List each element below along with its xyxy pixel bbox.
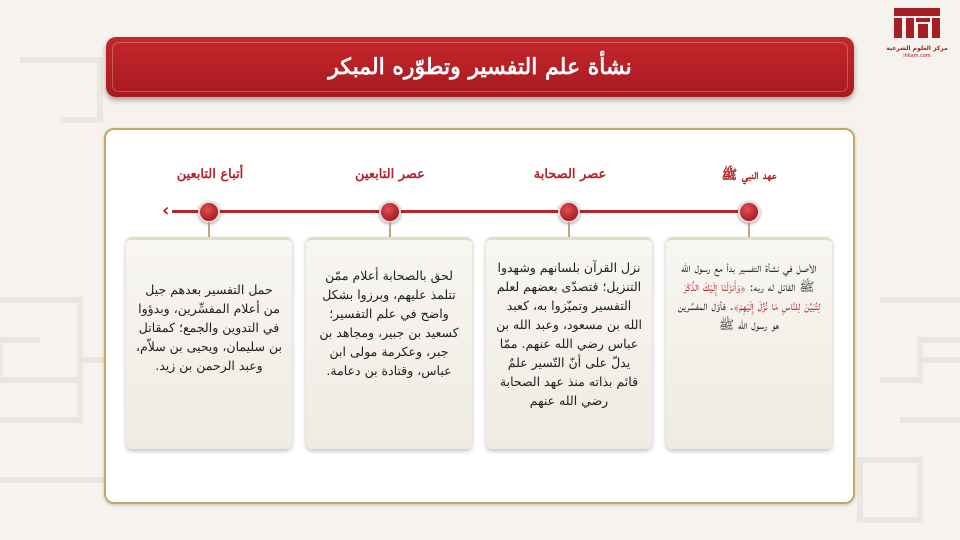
timeline-dot-successors bbox=[379, 201, 401, 223]
timeline-stem bbox=[208, 222, 210, 238]
card-text: . فأوّل المفسِّرين هو رسول الله ﷺ bbox=[677, 298, 780, 332]
logo-name: مركز العلوم الشرعية bbox=[886, 45, 948, 52]
card-text: لحق بالصحابة أعلام ممّن تتلمذ عليهم، وبرزوا بشكل واضح في علم التفسير؛ كسعيد بن جبير، ومجاهد بن جبر، وعكرمة مولى ابن عباس، وقتادة بن دعامة. bbox=[319, 268, 459, 378]
chevron-left-icon: ‹ bbox=[162, 200, 170, 221]
logo-mark-icon bbox=[892, 6, 942, 40]
brand-logo bbox=[884, 6, 950, 64]
title-banner bbox=[106, 37, 854, 97]
era-label-companions: عصر الصحابة bbox=[533, 167, 607, 182]
timeline-dot-prophet bbox=[738, 201, 760, 223]
era-label-followers-of-successors: أتباع التابعين bbox=[176, 167, 244, 182]
timeline-dot-companions bbox=[558, 201, 580, 223]
era-label-successors: عصر التابعين bbox=[355, 167, 425, 182]
timeline-stem bbox=[389, 222, 391, 238]
timeline-dot-followers-of-successors bbox=[198, 201, 220, 223]
era-card-companions bbox=[486, 237, 652, 449]
card-text: نزل القرآن بلسانهم وشهدوا التنزيل؛ فتصدّى بعضهم لعلم التفسير وتميّزوا به، كعبد الله بن مسعود، وعبد الله بن عباس رضي الله عنهم. ممّا يدلّ على أنّ التّسير علمٌ قائم بذاته منذ عهد الصحابة رضي الله عنهم bbox=[496, 260, 642, 408]
era-card-followers-of-successors bbox=[126, 237, 292, 449]
page-title: نشأة علم التفسير وتطوّره المبكر bbox=[328, 54, 632, 80]
logo-site: ihkam.com bbox=[903, 53, 931, 59]
timeline-line bbox=[172, 210, 750, 213]
era-card-prophet bbox=[666, 237, 832, 449]
timeline-stem bbox=[748, 222, 750, 238]
card-text: حمل التفسير بعدهم جيل من أعلام المفسِّرين، وبدؤوا في التدوين والجمع؛ كمقاتل بن سليمان، ويحيى بن سلاّم، وعبد الرحمن بن زيد. bbox=[136, 282, 282, 373]
card-text: الأصل في نشأة التفسير بدأ مع رسول الله ﷺ القائل له ربه: bbox=[681, 260, 817, 294]
era-label-prophet: عهد النبي ﷺ bbox=[721, 168, 777, 183]
era-card-successors bbox=[306, 237, 472, 449]
quran-verse: ﴿وَأَنزَلْنَا إِلَيْكَ الذِّكْرَ لِتُبَيِّنَ لِلنَّاسِ مَا نُزِّلَ إِلَيْهِمْ﴾ bbox=[683, 279, 820, 313]
timeline-stem bbox=[568, 222, 570, 238]
